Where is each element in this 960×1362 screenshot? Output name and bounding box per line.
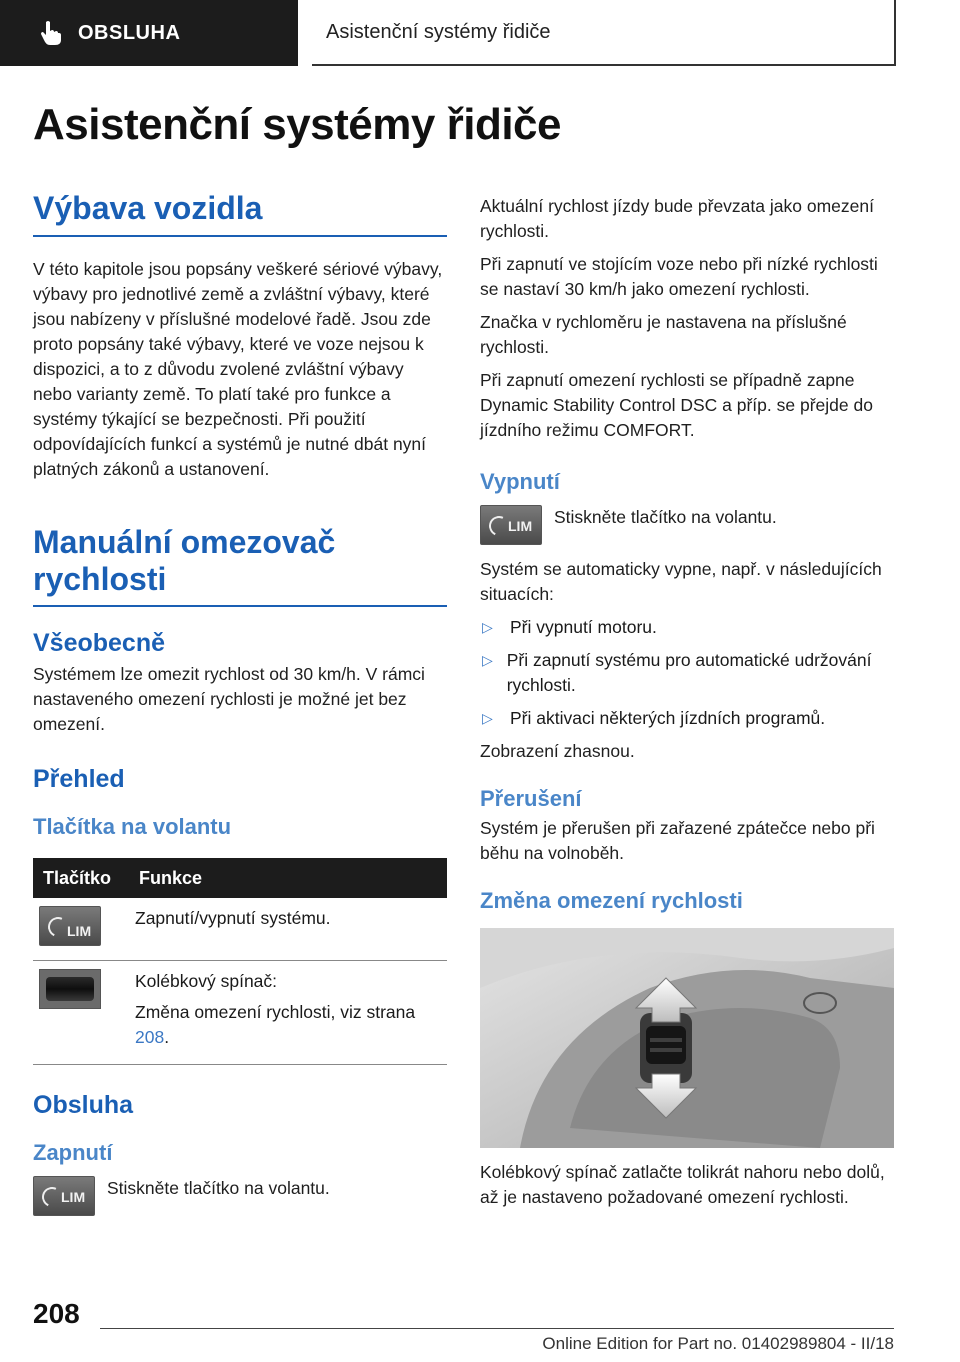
interrupt-heading: Přerušení bbox=[480, 786, 582, 811]
edition-text: Online Edition for Part no. 01402989804 - II/18 bbox=[542, 1334, 894, 1353]
section-tab-label: OBSLUHA bbox=[78, 21, 181, 44]
right-p1: Aktuální rychlost jízdy bude převzata jako omezení rychlosti. bbox=[480, 196, 874, 241]
steering-wheel-illustration bbox=[480, 928, 894, 1148]
page-title: Asistenční systémy řidiče bbox=[33, 100, 561, 149]
col-function-header: Funkce bbox=[129, 858, 447, 898]
section-tab[interactable] bbox=[0, 0, 298, 66]
rocker-switch-icon bbox=[39, 969, 101, 1009]
change-limit-heading: Změna omezení rychlosti bbox=[480, 888, 743, 913]
steering-buttons-heading: Tlačítka na volantu bbox=[33, 814, 232, 840]
table-row bbox=[33, 898, 447, 961]
display-off-text: Zobrazení zhasnou. bbox=[480, 741, 635, 761]
switch-off-text: Stiskněte tlačítko na volantu. bbox=[554, 507, 777, 527]
steering-wheel-photo bbox=[480, 928, 894, 1148]
right-column bbox=[480, 194, 894, 1210]
manual-limiter-heading: Manuální omezovač rychlosti bbox=[33, 524, 447, 608]
operation-heading: Obsluha bbox=[33, 1091, 134, 1120]
table-row: Kolébkový spínač: Změna omezení rychlosti, viz strana 208. bbox=[33, 961, 447, 1065]
breadcrumb bbox=[312, 0, 896, 66]
switch-on-heading: Zapnutí bbox=[33, 1140, 113, 1166]
interrupt-text: Systém je přerušen při zařazené zpátečce nebo při běhu na volnoběh. bbox=[480, 818, 875, 863]
change-limit-text: Kolébkový spínač zatlačte tolikrát nahoru nebo dolů, až je nastaveno požadované omezení rychlosti. bbox=[480, 1162, 885, 1207]
equipment-text: V této kapitole jsou popsány veškeré sériové výbavy, výbavy pro jednotlivé země a zvláštní výbavy, které jsou nabízeny v příslušné modelové řadě. Jsou zde proto popsány také výbavy, které ve voze nejsou k dispozici, a to z důvodu zvolené zvláštní výbavy nebo varianty země. To platí také pro funkce a systémy týkající se bezpečnosti. Při použití odpovídajících funkcí a systémů je nutné dbát nyní platných zákonů a ustanovení. bbox=[33, 258, 443, 479]
lim-button-icon: LIM bbox=[33, 1176, 95, 1216]
row2-line1: Kolébkový spínač: bbox=[135, 971, 278, 992]
page-number: 208 bbox=[33, 1298, 80, 1329]
switch-on-text: Stiskněte tlačítko na volantu. bbox=[107, 1178, 330, 1199]
pointing-hand-icon bbox=[40, 20, 62, 46]
equipment-heading: Výbava vozidla bbox=[33, 190, 447, 237]
overview-heading: Přehled bbox=[33, 765, 125, 794]
auto-off-text: Systém se automaticky vypne, např. v následujících situacích: bbox=[480, 559, 882, 604]
right-p4: Při zapnutí omezení rychlosti se případně zapne Dynamic Stability Control DSC a příp. se přejde do jízdního režimu COMFORT. bbox=[480, 370, 873, 440]
footer-divider bbox=[100, 1328, 894, 1329]
lim-button-icon: LIM bbox=[39, 906, 101, 946]
right-p3: Značka v rychloměru je nastavena na příslušné rychlosti. bbox=[480, 312, 847, 357]
row1-function: Zapnutí/vypnutí systému. bbox=[129, 898, 447, 961]
col-button-header: Tlačítko bbox=[33, 858, 129, 898]
buttons-table bbox=[33, 858, 447, 1065]
general-text: Systémem lze omezit rychlost od 30 km/h. V rámci nastaveného omezení rychlosti je možné jet bez omezení. bbox=[33, 664, 425, 735]
left-column bbox=[33, 190, 447, 1216]
general-heading: Všeobecně bbox=[33, 629, 166, 658]
breadcrumb-text: Asistenční systémy řidiče bbox=[326, 20, 551, 43]
row2-line2: Změna omezení rychlosti, viz strana bbox=[135, 1002, 416, 1023]
list-item: ▷ Při aktivaci některých jízdních programů. bbox=[482, 708, 826, 728]
list-item: ▷ Při vypnutí motoru. bbox=[482, 617, 657, 637]
list-item: ▷ Při zapnutí systému pro automatické udržování rychlosti. bbox=[482, 650, 872, 695]
lim-button-icon: LIM bbox=[480, 505, 542, 545]
switch-off-heading: Vypnutí bbox=[480, 469, 560, 494]
page-link[interactable]: 208 bbox=[135, 1027, 165, 1048]
right-p2: Při zapnutí ve stojícím voze nebo při nízké rychlosti se nastaví 30 km/h jako omezení rychlosti. bbox=[480, 254, 878, 299]
